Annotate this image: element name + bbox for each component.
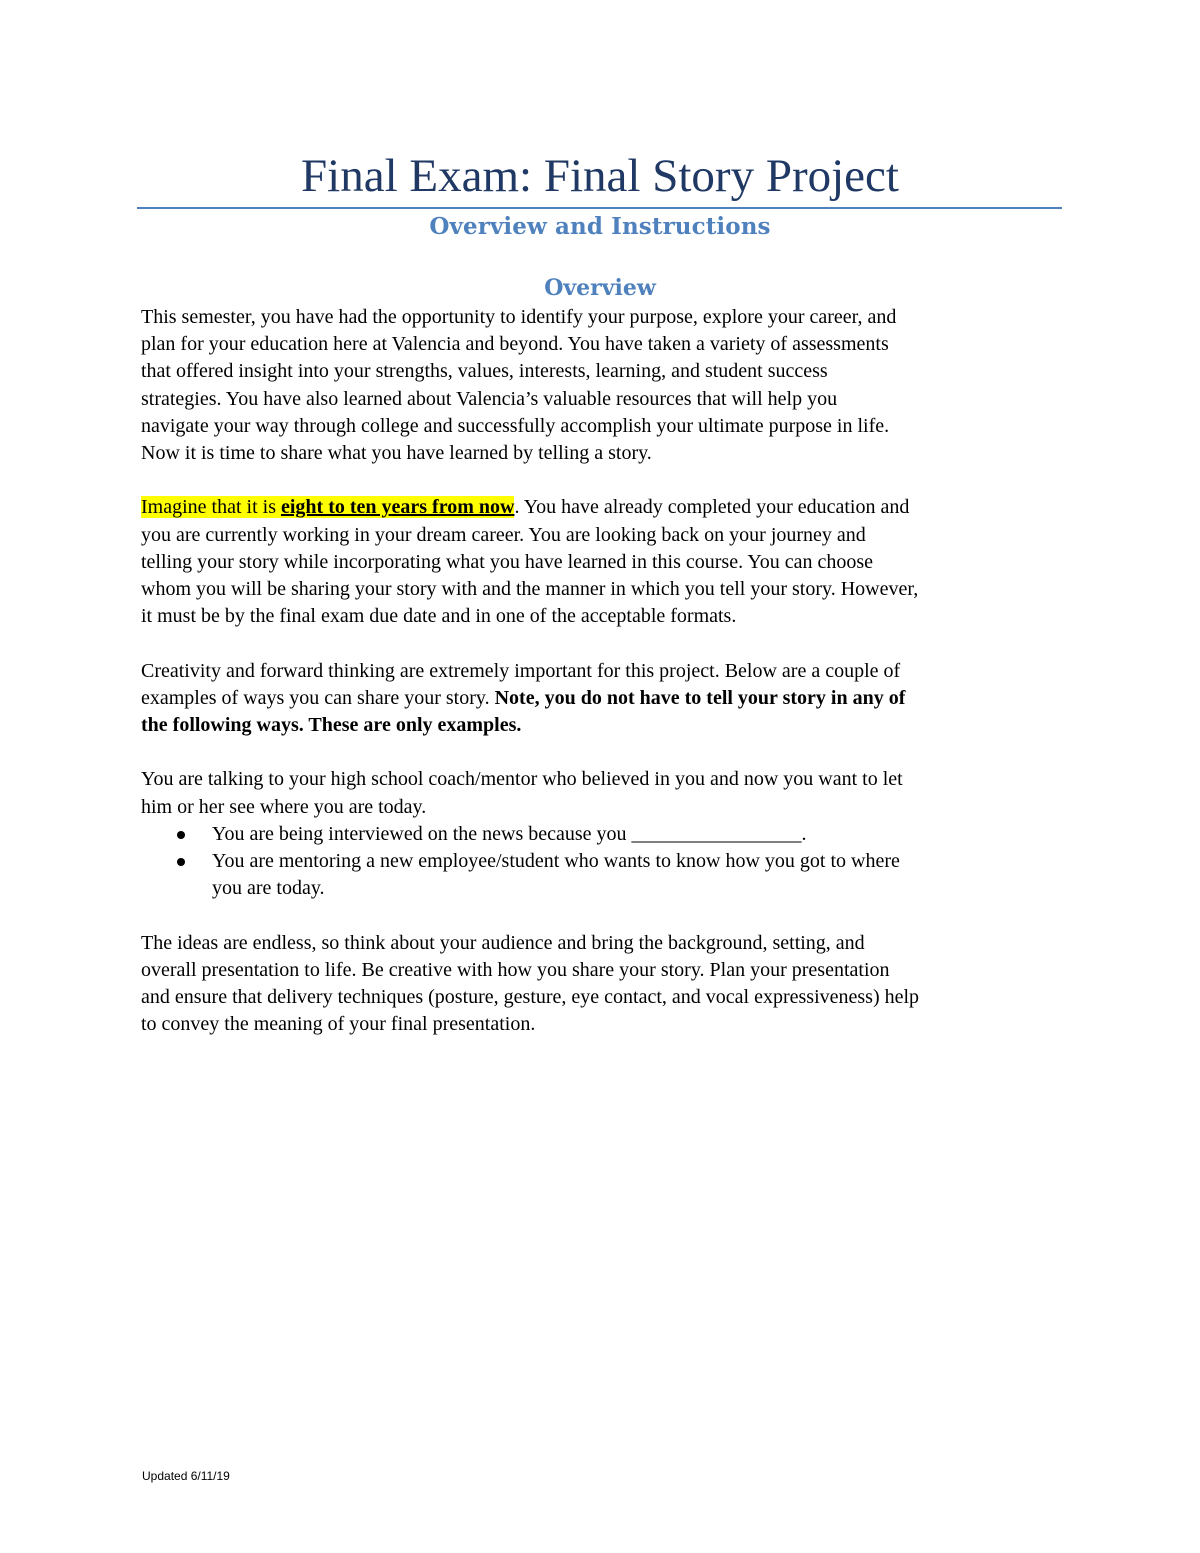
section-heading-overview: Overview — [544, 275, 656, 301]
text-line: it must be by the final exam due date and in one of the acceptable formats. — [141, 605, 737, 628]
text-line: strategies. You have also learned about Valencia’s valuable resources that will help you — [141, 387, 838, 410]
text-line: Creativity and forward thinking are extremely important for this project. Below are a couple of — [141, 659, 901, 682]
highlight-bold-underlined-text: eight to ten years from now — [280, 496, 515, 519]
document-body — [141, 304, 1066, 1066]
paragraph-closing — [141, 930, 1066, 1039]
text-line: plan for your education here at Valencia and beyond. You have taken a variety of assessments — [141, 333, 889, 356]
text-line — [141, 685, 1066, 712]
text-line: whom you will be sharing your story with and the manner in which you tell your story. However, — [141, 578, 919, 601]
highlighted-text — [141, 496, 514, 518]
title-underline-rule — [137, 207, 1062, 209]
plain-text: examples of ways you can share your story. — [141, 686, 495, 709]
text-line: The ideas are endless, so think about your audience and bring the background, setting, and — [141, 931, 865, 954]
list-item — [141, 821, 1066, 848]
paragraph-example — [141, 766, 1066, 820]
text-line: navigate your way through college and successfully accomplish your ultimate purpose in life. — [141, 414, 890, 437]
highlight-plain-text: Imagine that it is — [141, 496, 281, 519]
paragraph-imagine — [141, 494, 1066, 630]
document-title: Final Exam: Final Story Project — [301, 150, 899, 202]
footer-updated-date: Updated 6/11/19 — [142, 1469, 230, 1483]
text-line: You are being interviewed on the news because you _________________. — [212, 822, 807, 845]
paragraph-creativity — [141, 658, 1066, 740]
bold-note-text: Note, you do not have to tell your story in any of — [494, 686, 906, 709]
example-bullet-list — [141, 821, 1066, 903]
text-line: This semester, you have had the opportunity to identify your purpose, explore your career, and — [141, 306, 897, 328]
bullet-icon — [177, 831, 185, 839]
text-line: telling your story while incorporating what you have learned in this course. You can choose — [141, 550, 874, 573]
document-subtitle: Overview and Instructions — [429, 213, 771, 240]
text-line — [141, 494, 1066, 521]
text-line: him or her see where you are today. — [141, 795, 427, 818]
text-line: Now it is time to share what you have learned by telling a story. — [141, 442, 652, 465]
text-line: you are today. — [212, 877, 325, 900]
text-line: that offered insight into your strengths, values, interests, learning, and student success — [141, 360, 828, 383]
paragraph-intro — [141, 304, 1066, 467]
text-line: and ensure that delivery techniques (posture, gesture, eye contact, and vocal expressiveness) help — [141, 986, 920, 1009]
text-line: You are talking to your high school coach/mentor who believed in you and now you want to let — [141, 768, 903, 791]
text-line: you are currently working in your dream career. You are looking back on your journey and — [141, 523, 866, 546]
line-rest-text: . You have already completed your education and — [514, 496, 910, 519]
text-line: You are mentoring a new employee/student who wants to know how you got to where — [212, 850, 900, 873]
bold-note-text: the following ways. These are only examples. — [141, 714, 522, 737]
list-item — [141, 848, 1066, 902]
text-line: to convey the meaning of your final presentation. — [141, 1013, 536, 1036]
bullet-icon — [177, 858, 185, 866]
text-line: overall presentation to life. Be creative with how you share your story. Plan your presentation — [141, 958, 890, 981]
